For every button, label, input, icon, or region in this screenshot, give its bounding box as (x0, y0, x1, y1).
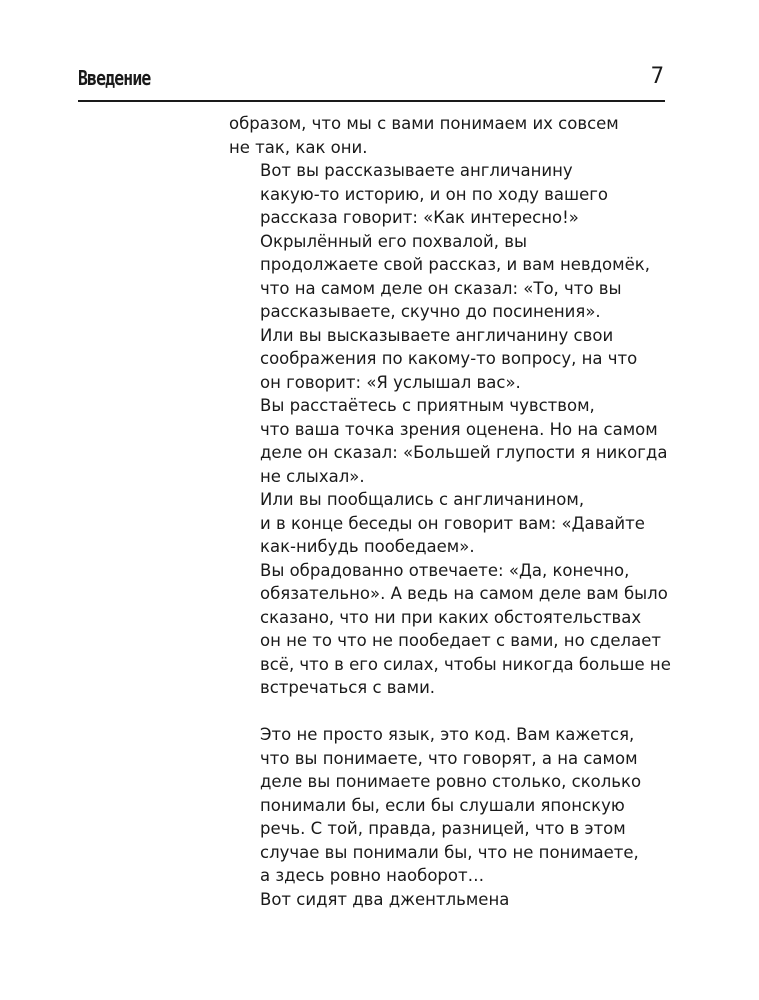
text-line: случае вы понимали бы, что не понимаете, (260, 842, 639, 862)
text-line: он не то что не пообедает с вами, но сделает (260, 631, 661, 650)
text-line: Или вы высказываете англичанину свои (260, 325, 614, 345)
text-line: встречаться с вами. (260, 678, 436, 697)
paragraph-4 (229, 324, 638, 395)
text-line: а здесь ровно наоборот… (260, 866, 485, 885)
text-line: не так, как они. (229, 137, 368, 157)
header-rule (78, 100, 665, 102)
text-line: не слыхал». (260, 466, 365, 486)
text-line: продолжаете свой рассказ, и вам невдомёк, (260, 255, 650, 274)
text-line: деле он сказал: «Большей глупости я никогда (260, 443, 668, 462)
text-line: деле вы понимаете ровно столько, сколько (260, 772, 642, 791)
paragraph-7 (229, 559, 671, 700)
paragraph-1 (229, 112, 629, 159)
text-line: соображения по какому-то вопросу, на что (260, 349, 638, 368)
text-line: какую-то историю, и он по ходу вашего (260, 184, 609, 204)
paragraph-3 (229, 230, 650, 324)
body-text (229, 112, 671, 911)
section-title: Введение (78, 66, 151, 90)
page-number: 7 (650, 64, 664, 89)
text-line: Вы расстаётесь с приятным чувством, (260, 396, 595, 415)
paragraph-2 (229, 159, 629, 230)
text-line: Это не просто язык, это код. Вам кажется, (260, 725, 635, 744)
text-line: Вот вы рассказываете англичанину (260, 161, 573, 180)
text-line: понимали бы, если бы слушали японскую (260, 795, 625, 815)
text-line: рассказываете, скучно до посинения». (260, 302, 601, 321)
text-line: как-нибудь пообедаем». (260, 537, 475, 556)
text-line: и в конце беседы он говорит вам: «Давайте (260, 513, 645, 533)
text-line: Окрылённый его похвалой, вы (260, 231, 527, 251)
text-line: что на самом деле он сказал: «То, что вы (260, 278, 622, 298)
text-line: сказано, что ни при каких обстоятельствах (260, 607, 642, 627)
paragraph-5 (229, 394, 668, 488)
paragraph-9 (229, 888, 629, 912)
paragraph-8 (229, 723, 642, 888)
paragraph-6 (229, 488, 645, 559)
text-line: Вот сидят два джентльмена (260, 889, 510, 909)
running-header (78, 62, 664, 100)
text-line: Или вы пообщались с англичанином, (260, 490, 585, 509)
text-line: что вы понимаете, что говорят, а на самом (260, 748, 638, 768)
text-line: что ваша точка зрения оценена. Но на самом (260, 419, 658, 439)
text-line: он говорит: «Я услышал вас». (260, 372, 521, 392)
text-line: речь. С той, правда, разницей, что в этом (260, 819, 626, 838)
text-line: обязательно». А ведь на самом деле вам было (260, 584, 668, 603)
text-line: рассказа говорит: «Как интересно!» (260, 208, 579, 227)
text-line: всё, что в его силах, чтобы никогда больше не (260, 654, 671, 674)
text-line: образом, что мы с вами понимаем их совсем (229, 114, 619, 133)
text-line: Вы обрадованно отвечаете: «Да, конечно, (260, 560, 630, 580)
